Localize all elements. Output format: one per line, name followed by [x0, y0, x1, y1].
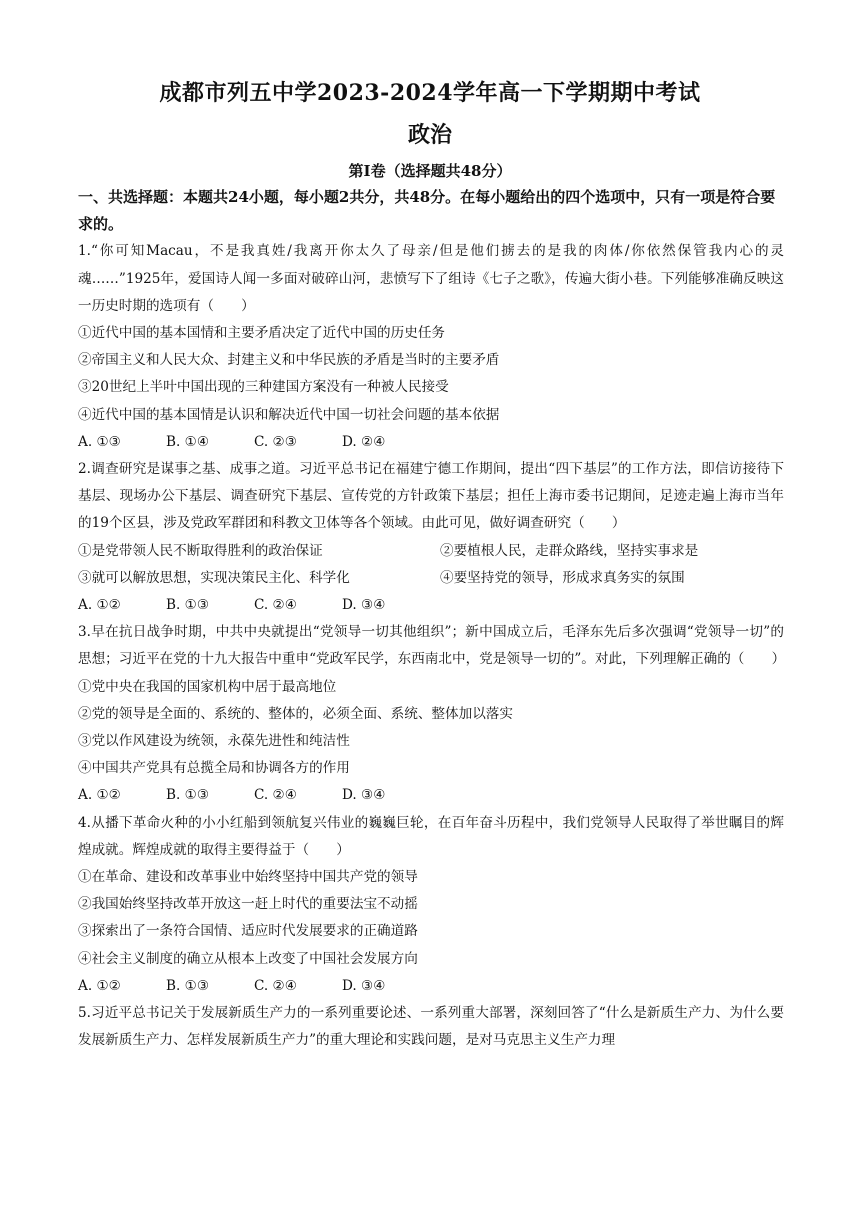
answer-a: A. ①②	[78, 977, 121, 994]
answer-b: B. ①④	[166, 433, 210, 450]
question-2	[78, 456, 784, 619]
answer-c: C. ②④	[254, 597, 297, 614]
subject-title: 政治	[407, 122, 452, 148]
answer-d: D. ③④	[342, 977, 386, 994]
option-2: ②帝国主义和人民大众、封建主义和中华民族的矛盾是当时的主要矛盾	[78, 352, 500, 369]
answer-choices	[78, 429, 784, 456]
option-1: ①在革命、建设和改革事业中始终坚持中国共产党的领导	[78, 869, 418, 886]
question-5	[78, 1000, 784, 1054]
answer-d: D. ③④	[342, 787, 386, 804]
answer-d: D. ③④	[342, 597, 386, 614]
question-stem: 5.习近平总书记关于发展新质生产力的一系列重要论述、一系列重大部署，深刻回答了“什么是新质生产力、为什么要发展新质生产力、怎样发展新质生产力”的重大理论和实践问题，是对马克思主义生产力理	[78, 1005, 784, 1049]
answer-c: C. ②③	[254, 433, 297, 450]
option-3: ③党以作风建设为统领，永葆先进性和纯洁性	[78, 733, 350, 750]
section-heading: 一、共选择题：本题共24小题，每小题2共分，共48分。在每小题给出的四个选项中，只有一项是符合要求的。	[78, 188, 776, 234]
option-4: ④中国共产党具有总揽全局和协调各方的作用	[78, 760, 350, 777]
answer-d: D. ②④	[342, 433, 386, 450]
question-stem: 3.早在抗日战争时期，中共中央就提出“党领导一切其他组织”；新中国成立后，毛泽东先后多次强调“党领导一切”的思想；习近平在党的十九大报告中重申“党政军民学，东西南北中，党是领导一切的”。对此，下列理解正确的（ ）	[78, 624, 786, 668]
answer-choices	[78, 973, 784, 1000]
option-3: ③探索出了一条符合国情、适应时代发展要求的正确道路	[78, 923, 418, 940]
option-4: ④要坚持党的领导，形成求真务实的氛围	[440, 569, 685, 586]
answer-c: C. ②④	[254, 977, 297, 994]
answer-choices	[78, 592, 784, 619]
option-1: ①党中央在我国的国家机构中居于最高地位	[78, 678, 337, 695]
answer-a: A. ①③	[78, 433, 121, 450]
answer-c: C. ②④	[254, 787, 297, 804]
option-4: ④近代中国的基本国情是认识和解决近代中国一切社会问题的基本依据	[78, 406, 500, 423]
question-3	[78, 619, 784, 809]
answer-a: A. ①②	[78, 787, 121, 804]
option-1: ①近代中国的基本国情和主要矛盾决定了近代中国的历史任务	[78, 325, 446, 342]
option-3: ③20世纪上半叶中国出现的三种建国方案没有一种被人民接受	[78, 379, 449, 396]
volume-heading: 第Ⅰ卷（选择题共48分）	[348, 162, 512, 180]
question-stem: 2.调查研究是谋事之基、成事之道。习近平总书记在福建宁德工作期间，提出“四下基层”的工作方法，即信访接待下基层、现场办公下基层、调查研究下基层、宣传党的方针政策下基层；担任上海市委书记期间，足迹走遍上海市当年的19个区县，涉及党政军群团和科教文卫体等各个领域。由此可见，做好调查研究（ ）	[78, 461, 784, 532]
question-4	[78, 810, 784, 1000]
option-row	[78, 538, 784, 565]
question-stem: 4.从播下革命火种的小小红船到领航复兴伟业的巍巍巨轮，在百年奋斗历程中，我们党领导人民取得了举世瞩目的辉煌成就。辉煌成就的取得主要得益于（ ）	[78, 814, 784, 858]
exam-content	[78, 184, 784, 1055]
option-2: ②党的领导是全面的、系统的、整体的，必须全面、系统、整体加以落实	[78, 705, 513, 722]
option-1: ①是党带领人民不断取得胜利的政治保证	[78, 542, 323, 559]
option-2: ②要植根人民，走群众路线，坚持实事求是	[440, 542, 699, 559]
answer-a: A. ①②	[78, 597, 121, 614]
answer-choices	[78, 782, 784, 809]
question-stem: 1.“你可知Macau，不是我真姓/我离开你太久了母亲/但是他们掳去的是我的肉体/你依然保管我内心的灵魂……”1925年，爱国诗人闻一多面对破碎山河，悲愤写下了组诗《七子之歌》，传遍大街小巷。下列能够准确反映这一历史时期的选项有（ ）	[78, 243, 784, 314]
answer-b: B. ①③	[166, 787, 210, 804]
answer-b: B. ①③	[166, 597, 210, 614]
option-3: ③就可以解放思想，实现决策民主化、科学化	[78, 569, 350, 586]
exam-title: 成都市列五中学2023-2024学年高一下学期期中考试	[159, 80, 701, 106]
option-row	[78, 565, 784, 592]
question-1	[78, 238, 784, 456]
option-4: ④社会主义制度的确立从根本上改变了中国社会发展方向	[78, 950, 418, 967]
answer-b: B. ①③	[166, 977, 210, 994]
option-2: ②我国始终坚持改革开放这一赶上时代的重要法宝不动摇	[78, 896, 418, 913]
